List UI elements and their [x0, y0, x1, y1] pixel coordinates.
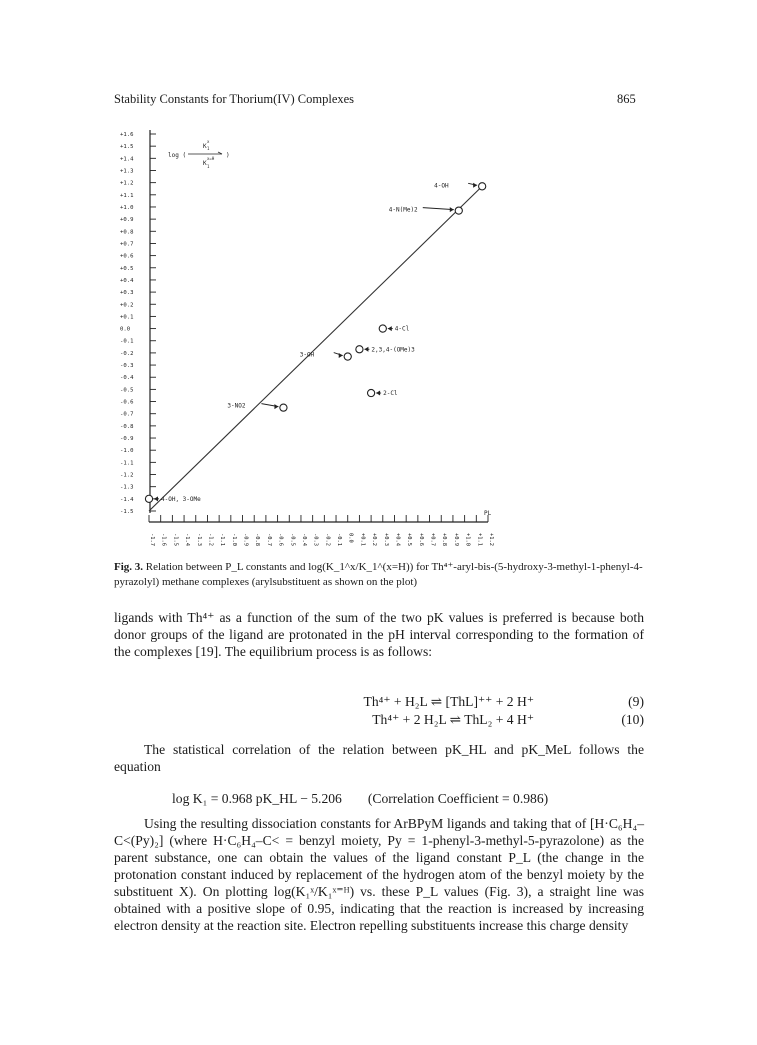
- running-title: Stability Constants for Thorium(IV) Complexes: [114, 92, 355, 106]
- y-tick-label: +1.3: [120, 168, 134, 175]
- y-tick-label: -1.5: [120, 509, 134, 515]
- y-tick-label: -0.6: [120, 399, 134, 406]
- page-number: 865: [617, 92, 636, 106]
- x-tick-label: -1.1: [219, 533, 226, 546]
- point-label: 3-NO2: [227, 402, 246, 410]
- x-tick-label: -1.3: [195, 533, 202, 546]
- x-tick-label: +0.2: [371, 533, 378, 546]
- y-tick-label: -0.8: [120, 423, 134, 430]
- x-tick-label: -0.1: [336, 533, 343, 546]
- x-tick-label: +1.2: [488, 533, 494, 546]
- data-points: [145, 182, 485, 503]
- equation-9: [114, 694, 644, 712]
- equation-9-number: (9): [628, 694, 644, 709]
- svg-text:x=H: x=H: [207, 156, 215, 161]
- y-tick-label: +0.6: [120, 253, 134, 260]
- point-label: 4-N(Me)2: [388, 206, 418, 214]
- y-tick-label: +1.1: [120, 192, 134, 199]
- y-tick-label: +1.0: [120, 204, 134, 211]
- equation-10: [114, 712, 644, 730]
- y-tick-label: +1.4: [120, 156, 134, 163]
- y-label-numerator: K: [203, 143, 207, 150]
- y-tick-label: +0.1: [120, 314, 134, 321]
- point-label: 4-OH, 3-OMe: [161, 495, 201, 503]
- x-tick-label: -1.5: [172, 533, 179, 546]
- x-tick-label: +1.1: [476, 533, 483, 546]
- y-tick-label: +1.6: [120, 132, 134, 138]
- svg-text:1: 1: [207, 146, 210, 151]
- x-tick-label: +0.6: [417, 533, 424, 546]
- point-label: 3-OH: [299, 351, 315, 359]
- x-tick-label: 0.0: [347, 533, 354, 543]
- y-tick-label: -0.4: [120, 375, 134, 382]
- correlation-coefficient: (Correlation Coefficient = 0.986): [367, 791, 549, 806]
- point-label: 4-OH: [434, 182, 449, 190]
- equation-10-text: Th⁴⁺ + 2 H₂L ⇌ ThL₂ + 4 H⁺: [372, 712, 534, 727]
- data-point: [479, 183, 486, 190]
- caption-label: Fig. 3.: [114, 561, 144, 573]
- x-tick-label: -0.9: [242, 533, 249, 546]
- data-point: [145, 495, 152, 502]
- point-label: 4-Cl: [394, 325, 410, 333]
- y-tick-label: -0.9: [120, 436, 134, 443]
- data-point: [379, 325, 386, 332]
- label-arrow: [423, 208, 454, 210]
- y-tick-label: +1.5: [120, 144, 134, 151]
- paragraph-1: ligands with Th⁴⁺ as a function of the sum of the two pK values is preferred is because both donor groups of the ligand are protonated in the pH interval corresponding to the formation of the complexes [19]. The equilibrium process is as follows:: [114, 610, 644, 659]
- y-tick-label: -1.1: [120, 460, 134, 467]
- data-point: [455, 207, 462, 214]
- data-point: [368, 389, 375, 396]
- x-tick-label: -1.2: [207, 533, 214, 546]
- x-tick-label: +0.9: [452, 533, 459, 546]
- y-tick-label: -0.1: [120, 338, 134, 345]
- y-tick-label: -1.4: [120, 496, 134, 503]
- x-tick-label: +0.4: [394, 533, 401, 546]
- y-tick-label: -1.3: [120, 484, 134, 491]
- y-tick-label: +0.4: [120, 277, 134, 284]
- x-tick-label: +0.8: [441, 533, 448, 546]
- x-tick-label: -0.2: [324, 533, 331, 546]
- svg-text:x: x: [207, 139, 210, 144]
- data-point: [356, 346, 363, 353]
- point-label: 2-Cl: [383, 390, 398, 398]
- x-tick-label: -1.7: [149, 533, 155, 546]
- y-tick-label: +0.7: [120, 241, 134, 248]
- x-tick-label: -1.6: [160, 533, 167, 546]
- x-tick-label: -0.7: [265, 533, 272, 546]
- x-axis-ticks: [149, 515, 494, 546]
- y-tick-label: -0.3: [120, 363, 134, 370]
- y-tick-label: -0.2: [120, 350, 134, 357]
- paragraph-2: The statistical correlation of the relation between pK_HL and pK_MeL follows the equation: [114, 742, 644, 774]
- y-tick-label: +0.3: [120, 290, 134, 297]
- x-tick-label: +1.0: [464, 533, 471, 546]
- equation-10-number: (10): [621, 712, 644, 727]
- y-tick-label: +0.8: [120, 229, 134, 236]
- y-axis-label: [168, 139, 230, 169]
- y-tick-label: -0.5: [120, 387, 134, 394]
- x-tick-label: -0.6: [277, 533, 284, 546]
- x-tick-label: -0.5: [289, 533, 296, 546]
- y-axis-ticks: [120, 132, 156, 515]
- y-tick-label: -0.7: [120, 411, 134, 418]
- x-tick-label: -0.4: [300, 533, 307, 546]
- x-tick-label: -1.4: [184, 533, 191, 546]
- figure-caption: [114, 560, 644, 590]
- y-tick-label: +0.2: [120, 302, 134, 309]
- y-tick-label: +1.2: [120, 180, 134, 187]
- svg-text:1: 1: [207, 164, 210, 169]
- y-tick-label: -1.0: [120, 448, 134, 455]
- x-tick-label: +0.1: [359, 533, 366, 546]
- log-equation: log K₁ = 0.968 pK_HL − 5.206: [172, 791, 342, 806]
- x-axis-label: PL: [484, 510, 492, 517]
- x-tick-label: -1.0: [230, 533, 237, 546]
- x-tick-label: -0.8: [254, 533, 261, 546]
- y-tick-label: 0.0: [120, 326, 131, 333]
- paragraph-3: Using the resulting dissociation constants for ArBPyM ligands and taking that of [H·C₆H₄–C<(Py)₂] (where H·C₆H₄–C< = benzyl moiety, Py = 1-phenyl-3-methyl-5-pyrazolone) as the parent substance, one can obtain the values of the ligand constant P_L (the change in the protonation constant induced by replacement of the hydrogen atom of the benzyl moiety by the substituent X). On plotting log(K₁ˣ/K₁ˣ⁼ᴴ) vs. these P_L values (Fig. 3), a straight line was obtained with a positive slope of 0.95, indicating that the reaction is increased by increasing electron density at the reaction site. Electron repelling substituents increase this charge density: [114, 816, 644, 933]
- svg-text:): ): [226, 152, 230, 159]
- point-label: 2,3,4-(OMe)3: [371, 346, 415, 354]
- x-tick-label: +0.7: [429, 533, 436, 546]
- caption-text: Relation between P_L constants and log(K_1^x/K_1^(x=H)) for Th⁴⁺-aryl-bis-(5-hydroxy-3-methyl-1-phenyl-4-pyrazolyl) methane complexes (arylsubstituent as shown on the plot): [114, 561, 643, 588]
- equation-9-text: Th⁴⁺ + H₂L ⇌ [ThL]⁺⁺ + 2 H⁺: [363, 694, 534, 709]
- data-point: [344, 353, 351, 360]
- y-tick-label: +0.9: [120, 217, 134, 224]
- y-label-log: log (: [168, 152, 187, 159]
- y-tick-label: +0.5: [120, 265, 134, 272]
- x-tick-label: +0.3: [382, 533, 389, 546]
- y-label-denominator: K: [203, 160, 207, 167]
- y-tick-label: -1.2: [120, 472, 134, 479]
- regression-equation: [172, 791, 548, 807]
- x-tick-label: -0.3: [312, 533, 319, 546]
- x-tick-label: +0.5: [406, 533, 413, 546]
- regression-line: [149, 186, 482, 511]
- data-point: [280, 404, 287, 411]
